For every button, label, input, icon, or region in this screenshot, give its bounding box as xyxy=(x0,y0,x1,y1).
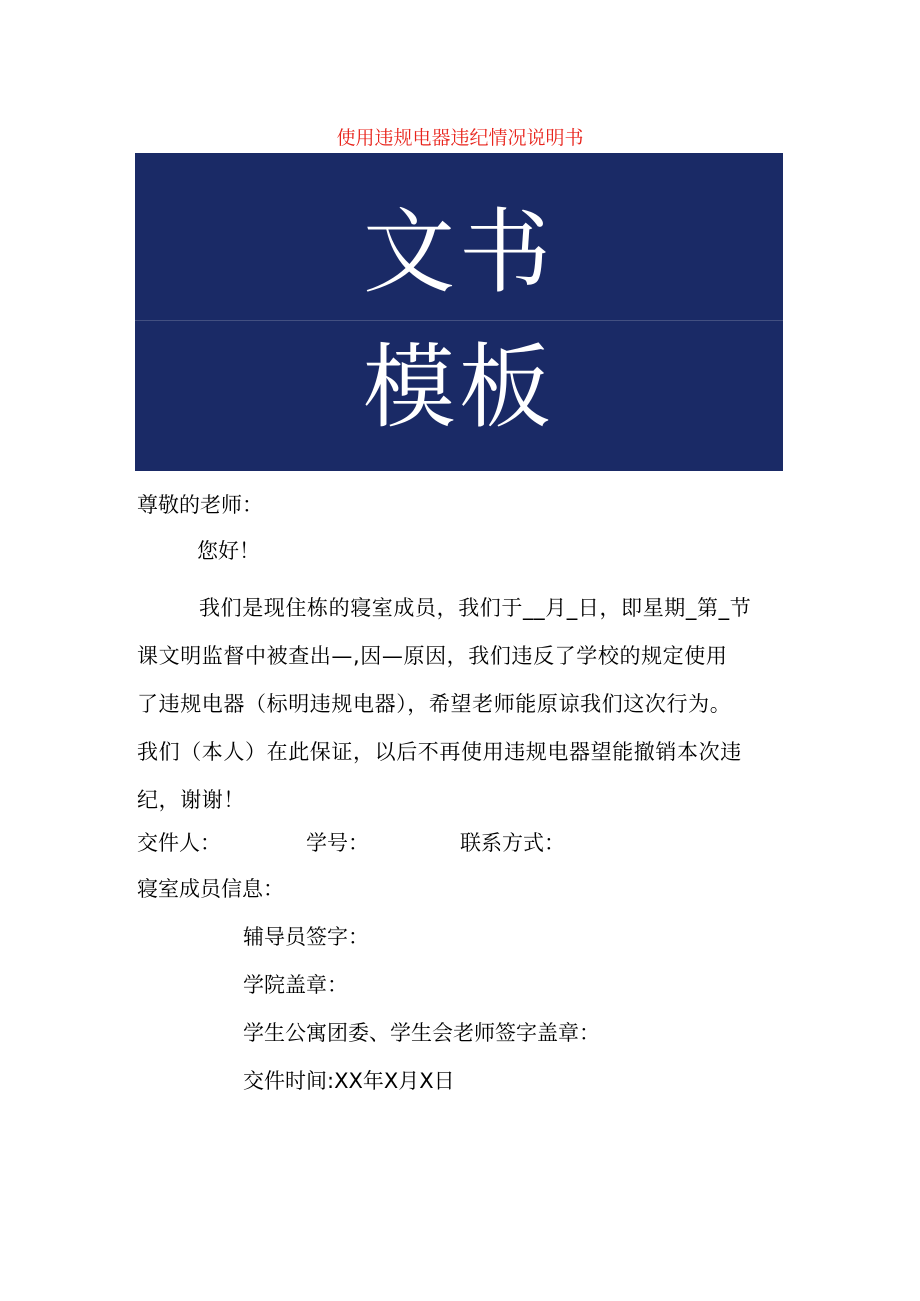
contact-label: 联系方式： xyxy=(460,831,565,855)
statement-line: 纪，谢谢！ xyxy=(137,788,245,812)
salutation: 尊敬的老师： xyxy=(137,493,263,517)
statement-line: 我们（本人）在此保证，以后不再使用违规电器望能撤销本次违 xyxy=(137,740,742,764)
student-id-label: 学号： xyxy=(306,831,369,855)
college-seal-label: 学院盖章： xyxy=(243,973,348,997)
statement-line: 我们是现住栋的寝室成员，我们于__月_日，即星期_第_节 xyxy=(199,596,752,620)
statement-line: 了违规电器（标明违规电器），希望老师能原谅我们这次行为。 xyxy=(137,692,732,716)
submit-time-label: 交件时间:XX年X月X日 xyxy=(243,1069,455,1093)
submitter-label: 交件人： xyxy=(137,831,221,855)
greeting: 您好！ xyxy=(197,539,260,563)
dorm-members-label: 寝室成员信息： xyxy=(137,877,284,901)
banner-title-line2: 模板 xyxy=(362,334,555,441)
statement-line: 课文明监督中被查出—,因—原因，我们违反了学校的规定使用 xyxy=(137,644,728,668)
banner-divider xyxy=(135,320,783,321)
banner-title-line1: 文书 xyxy=(362,199,555,306)
document-title: 使用违规电器违纪情况说明书 xyxy=(336,127,584,149)
statement-body xyxy=(137,584,805,824)
counselor-signature-label: 辅导员签字： xyxy=(243,925,369,949)
apartment-seal-label: 学生公寓团委、学生会老师签字盖章： xyxy=(243,1021,600,1045)
